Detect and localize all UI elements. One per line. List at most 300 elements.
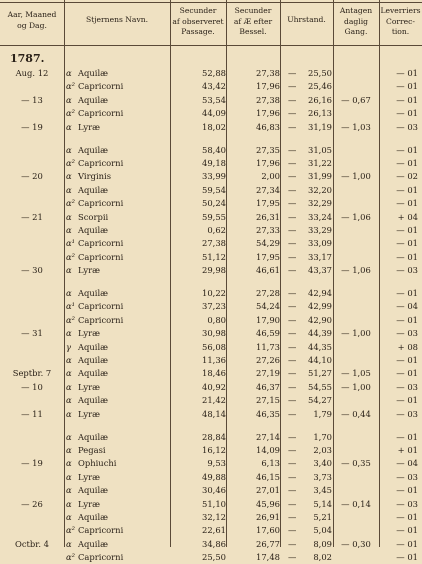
star-name: Capricorni [78, 157, 124, 168]
row-bessel: 14,09 [256, 444, 280, 455]
row-clock-sign: — [288, 485, 297, 496]
star-symbol: α [66, 224, 72, 235]
row-bessel: 17,48 [256, 552, 280, 563]
star-symbol: α² [66, 552, 76, 563]
row-bessel: 27,15 [256, 395, 280, 406]
row-observed: 33,99 [202, 171, 226, 182]
row-observed: 43,42 [202, 81, 226, 92]
row-correction: — 03 [396, 328, 418, 339]
row-clock: 26,16 [308, 94, 332, 105]
row-clock: 25,50 [308, 68, 332, 78]
row-correction: — 01 [396, 538, 418, 549]
row-clock-sign: — [288, 498, 297, 509]
row-clock: 43,37 [308, 265, 332, 276]
row-star [66, 211, 170, 224]
row-bessel: 46,59 [256, 328, 280, 339]
row-observed: 18,46 [202, 368, 226, 379]
star-name: Aquilæ [78, 368, 109, 379]
row-observed: 56,08 [202, 341, 226, 352]
header-observed: Secunder af observeret Passage. [172, 6, 224, 36]
table-row [0, 121, 422, 134]
star-name: Aquilæ [78, 94, 109, 105]
row-clock-sign: — [288, 184, 297, 195]
row-bessel: 27,01 [256, 485, 280, 496]
row-rate: — 0,35 [341, 458, 371, 469]
row-star [66, 94, 170, 107]
star-name: Lyræ [78, 408, 101, 419]
row-star [66, 300, 170, 313]
star-symbol: α [66, 328, 72, 339]
star-name: Aquilæ [78, 431, 109, 442]
row-star [66, 264, 170, 277]
row-correction: — 01 [396, 511, 418, 522]
row-observed: 49,88 [202, 471, 226, 482]
star-symbol: α [66, 485, 72, 496]
row-clock-sign: — [288, 395, 297, 406]
row-clock-sign: — [288, 251, 297, 262]
star-symbol: α² [66, 108, 76, 119]
table-row [0, 251, 422, 264]
star-symbol: α [66, 538, 72, 549]
row-observed: 59,54 [202, 184, 226, 195]
row-clock-sign: — [288, 81, 297, 92]
row-date: — 11 [21, 408, 43, 419]
star-symbol: α² [66, 525, 76, 536]
row-clock: 33,29 [308, 224, 332, 235]
star-name: Aquilæ [78, 184, 109, 195]
row-clock-sign: — [288, 94, 297, 105]
row-bessel: 54,24 [256, 301, 280, 312]
star-name: Aquilæ [78, 511, 109, 522]
row-bessel: 17,96 [256, 157, 280, 168]
row-star [66, 107, 170, 120]
row-correction: — 02 [396, 171, 418, 182]
row-bessel: 27,33 [256, 224, 280, 235]
row-observed: 40,92 [202, 381, 226, 392]
row-observed: 59,55 [202, 211, 226, 222]
row-clock-sign: — [288, 444, 297, 455]
row-rate: — 0,44 [341, 408, 371, 419]
row-clock: 44,10 [308, 355, 332, 365]
row-clock-sign: — [288, 431, 297, 442]
star-name: Capricorni [78, 314, 124, 325]
row-clock: 8,02 [313, 552, 332, 563]
row-correction: — 01 [396, 94, 418, 105]
star-name: Aquilæ [78, 224, 109, 235]
star-name: Capricorni [78, 198, 124, 209]
row-date: — 30 [21, 265, 43, 276]
star-name: Aquilæ [78, 355, 109, 365]
row-clock: 33,24 [308, 211, 332, 222]
row-star [66, 251, 170, 264]
row-observed: 22,61 [202, 525, 226, 536]
row-rate: — 1,00 [341, 381, 371, 392]
star-name: Lyræ [78, 471, 101, 482]
row-correction: — 01 [396, 431, 418, 442]
table-row [0, 314, 422, 327]
row-observed: 51,12 [202, 251, 226, 262]
star-name: Aquilæ [78, 144, 109, 155]
row-observed: 34,86 [202, 538, 226, 549]
table-row [0, 551, 422, 564]
row-bessel: 17,96 [256, 108, 280, 119]
row-clock: 51,27 [308, 368, 332, 379]
row-clock-sign: — [288, 108, 297, 119]
row-clock-sign: — [288, 538, 297, 549]
table-row [0, 511, 422, 524]
row-star [66, 197, 170, 210]
row-date: — 21 [21, 211, 43, 222]
row-star [66, 354, 170, 367]
row-clock-sign: — [288, 408, 297, 419]
row-date: — 19 [21, 121, 43, 132]
table-row [0, 157, 422, 170]
row-observed: 0,62 [207, 224, 226, 235]
row-correction: — 01 [396, 144, 418, 155]
row-star [66, 381, 170, 394]
row-star [66, 80, 170, 93]
star-name: Capricorni [78, 81, 124, 92]
row-star [66, 551, 170, 564]
row-star [66, 287, 170, 300]
row-clock-sign: — [288, 198, 297, 209]
row-clock: 1,70 [313, 431, 332, 442]
star-symbol: α² [66, 198, 76, 209]
table-row [0, 144, 422, 157]
row-clock: 32,20 [308, 184, 332, 195]
star-name: Aquilæ [78, 538, 109, 549]
row-observed: 53,54 [202, 94, 226, 105]
row-clock: 26,13 [308, 108, 332, 119]
row-star [66, 538, 170, 551]
row-bessel: 46,15 [256, 471, 280, 482]
row-clock-sign: — [288, 381, 297, 392]
table-row [0, 354, 422, 367]
row-observed: 27,38 [202, 238, 226, 249]
table-row [0, 170, 422, 183]
row-clock-sign: — [288, 288, 297, 299]
row-correction: — 03 [396, 471, 418, 482]
row-clock-sign: — [288, 157, 297, 168]
row-rate: — 1,06 [341, 211, 371, 222]
row-correction: — 01 [396, 157, 418, 168]
row-correction: — 01 [396, 198, 418, 209]
row-observed: 18,02 [202, 121, 226, 132]
row-clock-sign: — [288, 238, 297, 249]
table-row [0, 457, 422, 470]
row-correction: — 03 [396, 265, 418, 276]
row-clock-sign: — [288, 511, 297, 522]
row-bessel: 27,38 [256, 68, 280, 78]
table-row [0, 408, 422, 421]
table-row [0, 197, 422, 210]
row-star [66, 524, 170, 537]
row-rate: — 0,67 [341, 94, 371, 105]
row-clock-sign: — [288, 355, 297, 365]
row-rate: — 1,00 [341, 171, 371, 182]
row-correction: — 03 [396, 498, 418, 509]
row-observed: 28,84 [202, 431, 226, 442]
star-name: Aquilæ [78, 341, 109, 352]
row-star [66, 157, 170, 170]
row-star [66, 431, 170, 444]
star-name: Ophiuchi [78, 458, 117, 469]
row-date: Aug. 12 [15, 68, 49, 78]
row-observed: 0,80 [207, 314, 226, 325]
row-observed: 58,40 [202, 144, 226, 155]
row-star [66, 367, 170, 380]
row-bessel: 17,95 [256, 198, 280, 209]
row-bessel: 17,95 [256, 251, 280, 262]
row-star [66, 457, 170, 470]
star-symbol: α [66, 211, 72, 222]
row-star [66, 184, 170, 197]
header-clock: Uhrstand. [287, 15, 326, 24]
row-clock: 44,39 [308, 328, 332, 339]
row-rate: — 0,14 [341, 498, 371, 509]
row-star [66, 144, 170, 157]
row-bessel: 17,90 [256, 314, 280, 325]
star-name: Aquilæ [78, 395, 109, 406]
row-star [66, 341, 170, 354]
row-rate: — 1,00 [341, 328, 371, 339]
table-row [0, 484, 422, 497]
row-clock: 54,55 [308, 381, 332, 392]
row-bessel: 6,13 [261, 458, 280, 469]
row-clock-sign: — [288, 471, 297, 482]
row-correction: — 01 [396, 184, 418, 195]
row-observed: 48,14 [202, 408, 226, 419]
table-row [0, 67, 422, 80]
star-symbol: α [66, 368, 72, 379]
row-bessel: 11,73 [256, 341, 280, 352]
row-star [66, 408, 170, 421]
row-observed: 30,98 [202, 328, 226, 339]
star-name: Virginis [78, 171, 111, 182]
table-row [0, 327, 422, 340]
header-correction: Leverriers Correc- tion. [380, 6, 421, 36]
row-rate: — 0,30 [341, 538, 371, 549]
row-clock: 5,21 [313, 511, 332, 522]
year-label: 1787. [10, 52, 45, 65]
row-star [66, 471, 170, 484]
row-clock-sign: — [288, 265, 297, 276]
star-name: Capricorni [78, 108, 124, 119]
row-observed: 50,24 [202, 198, 226, 209]
row-bessel: 26,91 [256, 511, 280, 522]
row-bessel: 45,96 [256, 498, 280, 509]
row-bessel: 46,37 [256, 381, 280, 392]
row-star [66, 237, 170, 250]
header-top-rule [0, 2, 422, 3]
row-clock: 5,14 [313, 498, 332, 509]
star-name: Lyræ [78, 265, 101, 276]
row-bessel: 27,34 [256, 184, 280, 195]
table-row [0, 184, 422, 197]
row-correction: + 08 [397, 341, 418, 352]
row-bessel: 54,29 [256, 238, 280, 249]
table-row [0, 381, 422, 394]
table-row [0, 367, 422, 380]
row-clock: 3,73 [313, 471, 332, 482]
star-symbol: α¹ [66, 238, 76, 249]
star-name: Capricorni [78, 525, 124, 536]
row-clock: 31,99 [308, 171, 332, 182]
row-clock-sign: — [288, 368, 297, 379]
row-star [66, 314, 170, 327]
star-symbol: α [66, 121, 72, 132]
row-observed: 29,98 [202, 265, 226, 276]
row-clock-sign: — [288, 301, 297, 312]
row-correction: — 04 [396, 301, 418, 312]
row-star [66, 121, 170, 134]
row-correction: — 01 [396, 355, 418, 365]
row-correction: — 01 [396, 224, 418, 235]
row-clock: 42,99 [308, 301, 332, 312]
row-bessel: 17,60 [256, 525, 280, 536]
row-correction: — 01 [396, 288, 418, 299]
table-row [0, 264, 422, 277]
row-observed: 44,09 [202, 108, 226, 119]
row-star [66, 224, 170, 237]
table-row [0, 94, 422, 107]
star-symbol: α [66, 171, 72, 182]
star-symbol: α [66, 511, 72, 522]
row-observed: 21,42 [202, 395, 226, 406]
row-bessel: 27,19 [256, 368, 280, 379]
row-clock: 33,17 [308, 251, 332, 262]
row-clock: 44,35 [308, 341, 332, 352]
row-clock: 5,04 [313, 525, 332, 536]
star-symbol: α [66, 355, 72, 365]
star-symbol: α² [66, 157, 76, 168]
star-symbol: α [66, 458, 72, 469]
row-bessel: 27,35 [256, 144, 280, 155]
table-row [0, 498, 422, 511]
row-clock: 31,22 [308, 157, 332, 168]
row-clock: 42,94 [308, 288, 332, 299]
row-correction: — 04 [396, 458, 418, 469]
table-row [0, 394, 422, 407]
row-star [66, 511, 170, 524]
row-correction: — 01 [396, 395, 418, 406]
row-observed: 52,88 [202, 68, 226, 78]
table-row [0, 237, 422, 250]
row-clock: 32,29 [308, 198, 332, 209]
row-correction: — 01 [396, 368, 418, 379]
header-bessel: Secunder af Æ efter Bessel. [233, 6, 273, 36]
row-rate: — 1,03 [341, 121, 371, 132]
star-symbol: α [66, 408, 72, 419]
row-observed: 16,12 [202, 444, 226, 455]
row-bessel: 46,83 [256, 121, 280, 132]
row-correction: — 01 [396, 108, 418, 119]
star-symbol: α¹ [66, 301, 76, 312]
row-rate: — 1,05 [341, 368, 371, 379]
table-row [0, 211, 422, 224]
row-observed: 25,50 [202, 552, 226, 563]
row-clock-sign: — [288, 341, 297, 352]
star-name: Aquilæ [78, 68, 109, 78]
star-symbol: α [66, 431, 72, 442]
row-clock-sign: — [288, 458, 297, 469]
row-star [66, 67, 170, 80]
row-star [66, 170, 170, 183]
table-row [0, 287, 422, 300]
row-clock-sign: — [288, 328, 297, 339]
table-row [0, 444, 422, 457]
row-star [66, 394, 170, 407]
row-clock-sign: — [288, 314, 297, 325]
star-symbol: α [66, 381, 72, 392]
row-date: Octbr. 4 [14, 538, 50, 549]
star-name: Capricorni [78, 301, 124, 312]
star-name: Lyræ [78, 121, 101, 132]
star-name: Lyræ [78, 328, 101, 339]
row-correction: — 03 [396, 121, 418, 132]
row-clock-sign: — [288, 171, 297, 182]
star-name: Aquilæ [78, 288, 109, 299]
star-symbol: α [66, 184, 72, 195]
star-name: Capricorni [78, 552, 124, 563]
row-observed: 32,12 [202, 511, 226, 522]
row-clock: 42,90 [308, 314, 332, 325]
row-date: — 20 [21, 171, 43, 182]
table-row [0, 107, 422, 120]
row-clock: 31,05 [308, 144, 332, 155]
table-row [0, 524, 422, 537]
row-bessel: 26,31 [256, 211, 280, 222]
row-observed: 9,53 [207, 458, 226, 469]
row-observed: 49,18 [202, 157, 226, 168]
row-bessel: 27,28 [256, 288, 280, 299]
row-clock: 31,19 [308, 121, 332, 132]
star-symbol: α [66, 395, 72, 406]
row-clock-sign: — [288, 211, 297, 222]
row-bessel: 2,00 [261, 171, 280, 182]
row-date: — 19 [21, 458, 43, 469]
row-clock-sign: — [288, 525, 297, 536]
star-symbol: α [66, 444, 72, 455]
row-bessel: 27,38 [256, 94, 280, 105]
row-clock: 33,09 [308, 238, 332, 249]
star-name: Capricorni [78, 251, 124, 262]
star-symbol: α [66, 288, 72, 299]
row-correction: — 01 [396, 552, 418, 563]
row-date: — 13 [21, 94, 43, 105]
row-bessel: 17,96 [256, 81, 280, 92]
row-star [66, 444, 170, 457]
star-symbol: α² [66, 81, 76, 92]
row-clock: 25,46 [308, 81, 332, 92]
row-star [66, 498, 170, 511]
star-symbol: γ [66, 341, 72, 352]
row-observed: 30,46 [202, 485, 226, 496]
row-date: — 10 [21, 381, 43, 392]
row-clock-sign: — [288, 552, 297, 563]
table-row [0, 80, 422, 93]
row-correction: — 01 [396, 525, 418, 536]
row-clock: 54,27 [308, 395, 332, 406]
star-symbol: α [66, 94, 72, 105]
table-row [0, 224, 422, 237]
row-correction: — 01 [396, 68, 418, 78]
star-symbol: α² [66, 251, 76, 262]
row-bessel: 26,77 [256, 538, 280, 549]
header-date: Aar, Maaned og Dag. [7, 10, 57, 30]
row-correction: — 03 [396, 381, 418, 392]
row-correction: — 01 [396, 238, 418, 249]
